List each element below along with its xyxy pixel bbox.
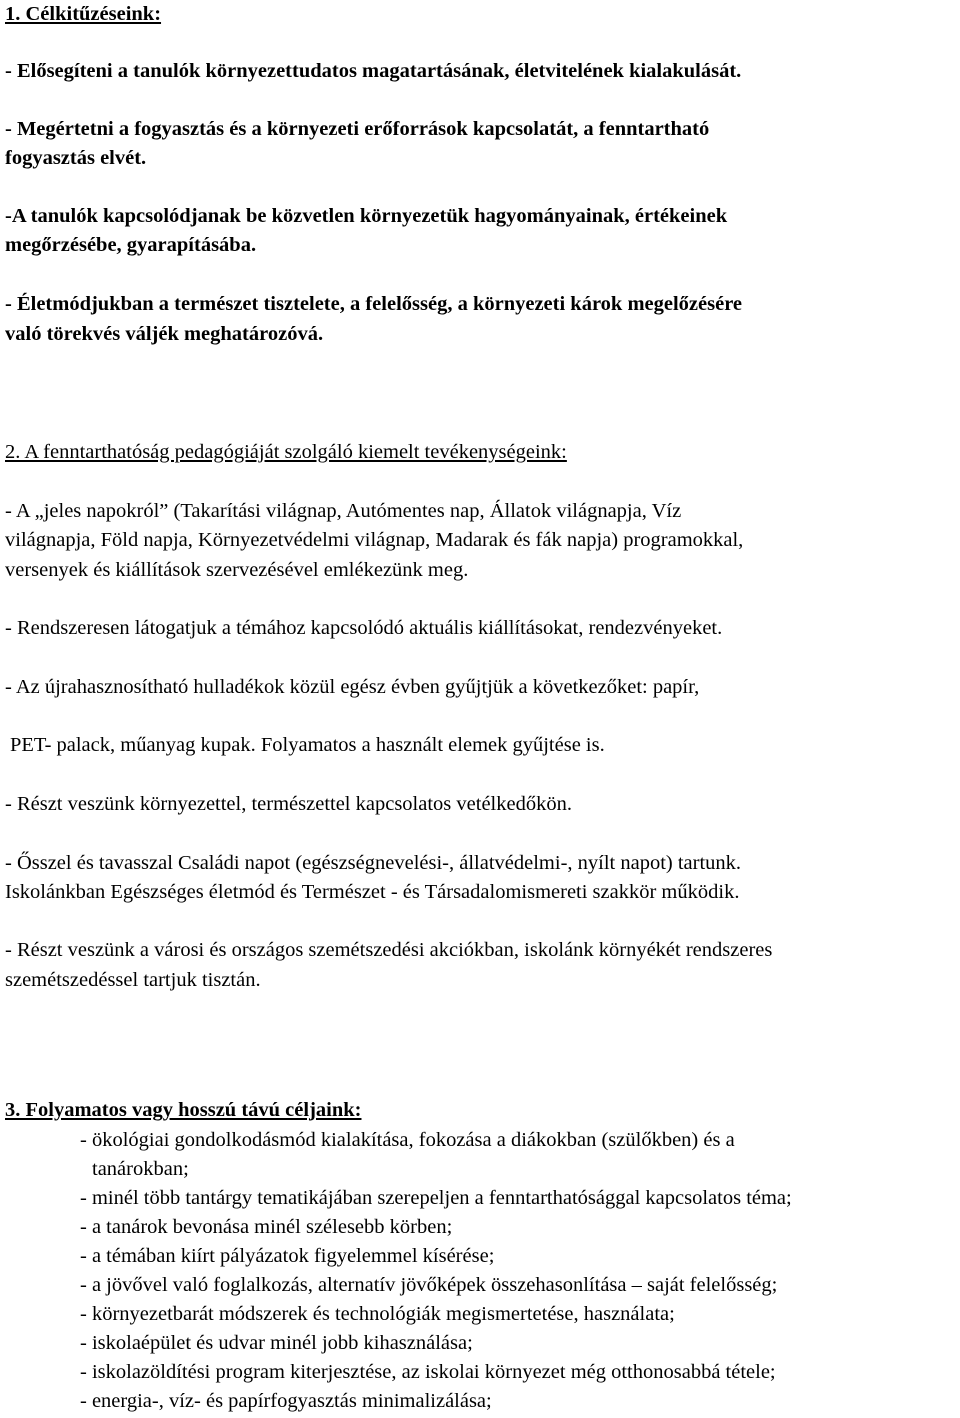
section-3-list-item: - a jövővel való foglalkozás, alternatív jövőképek összehasonlítása – saját felelősség; bbox=[80, 1274, 778, 1296]
section-3-list-item: - a témában kiírt pályázatok figyelemmel kísérése; bbox=[80, 1245, 495, 1267]
section-3-list-item: - minél több tantárgy tematikájában szerepeljen a fenntarthatósággal kapcsolatos téma; bbox=[80, 1187, 792, 1209]
section-2-line: PET- palack, műanyag kupak. Folyamatos a használt elemek gyűjtése is. bbox=[10, 734, 605, 756]
section-2-line: - Részt veszünk a városi és országos szemétszedési akciókban, iskolánk környékét rendszeres bbox=[5, 939, 773, 961]
section-3-list-item: - iskolaépület és udvar minél jobb kihasználása; bbox=[80, 1332, 473, 1354]
section-1-line: - Megértetni a fogyasztás és a környezeti erőforrások kapcsolatát, a fenntartható bbox=[5, 118, 710, 140]
section-3-list-item: tanárokban; bbox=[92, 1158, 189, 1180]
section-1-heading: 1. Célkitűzéseink: bbox=[5, 3, 162, 25]
section-3-list-item: - energia-, víz- és papírfogyasztás minimalizálása; bbox=[80, 1390, 492, 1412]
section-3-list-item: - ökológiai gondolkodásmód kialakítása, fokozása a diákokban (szülőkben) és a bbox=[80, 1129, 735, 1151]
section-2-line: - Részt veszünk környezettel, természettel kapcsolatos vetélkedőkön. bbox=[5, 793, 572, 815]
section-1-line: - Elősegíteni a tanulók környezettudatos magatartásának, életvitelének kialakulását. bbox=[5, 60, 742, 82]
section-2-line: - Rendszeresen látogatjuk a témához kapcsolódó aktuális kiállításokat, rendezvényeket. bbox=[5, 617, 723, 639]
section-1-line: való törekvés váljék meghatározóvá. bbox=[5, 323, 324, 345]
section-2-line: Iskolánkban Egészséges életmód és Természet - és Társadalomismereti szakkör működik. bbox=[5, 881, 740, 903]
section-2-line: versenyek és kiállítások szervezésével emlékezünk meg. bbox=[5, 559, 469, 581]
section-2-line: - Ősszel és tavasszal Családi napot (egészségnevelési-, állatvédelmi-, nyílt napot) tartunk. bbox=[5, 852, 742, 874]
section-3-heading: 3. Folyamatos vagy hosszú távú céljaink: bbox=[5, 1099, 362, 1121]
section-3-list-item: - iskolazöldítési program kiterjesztése, az iskolai környezet még otthonosabbá tétele; bbox=[80, 1361, 776, 1383]
section-2-line: - Az újrahasznosítható hulladékok közül egész évben gyűjtjük a következőket: papír, bbox=[5, 676, 700, 698]
section-1-line: megőrzésébe, gyarapításába. bbox=[5, 234, 257, 256]
section-2-heading: 2. A fenntarthatóság pedagógiáját szolgáló kiemelt tevékenységeink: bbox=[5, 441, 567, 463]
section-1-line: fogyasztás elvét. bbox=[5, 147, 147, 169]
section-1-line: - Életmódjukban a természet tisztelete, a felelősség, a környezeti károk megelőzésére bbox=[5, 293, 743, 315]
section-2-line: szemétszedéssel tartjuk tisztán. bbox=[5, 969, 261, 991]
section-1-line: -A tanulók kapcsolódjanak be közvetlen környezetük hagyományainak, értékeinek bbox=[5, 205, 728, 227]
section-2-line: világnapja, Föld napja, Környezetvédelmi világnap, Madarak és fák napja) programokkal, bbox=[5, 529, 744, 551]
section-3-list-item: - környezetbarát módszerek és technológiák megismertetése, használata; bbox=[80, 1303, 675, 1325]
section-2-line: - A „jeles napokról” (Takarítási világnap, Autómentes nap, Állatok világnapja, Víz bbox=[5, 500, 682, 522]
section-3-list-item: - a tanárok bevonása minél szélesebb körben; bbox=[80, 1216, 453, 1238]
